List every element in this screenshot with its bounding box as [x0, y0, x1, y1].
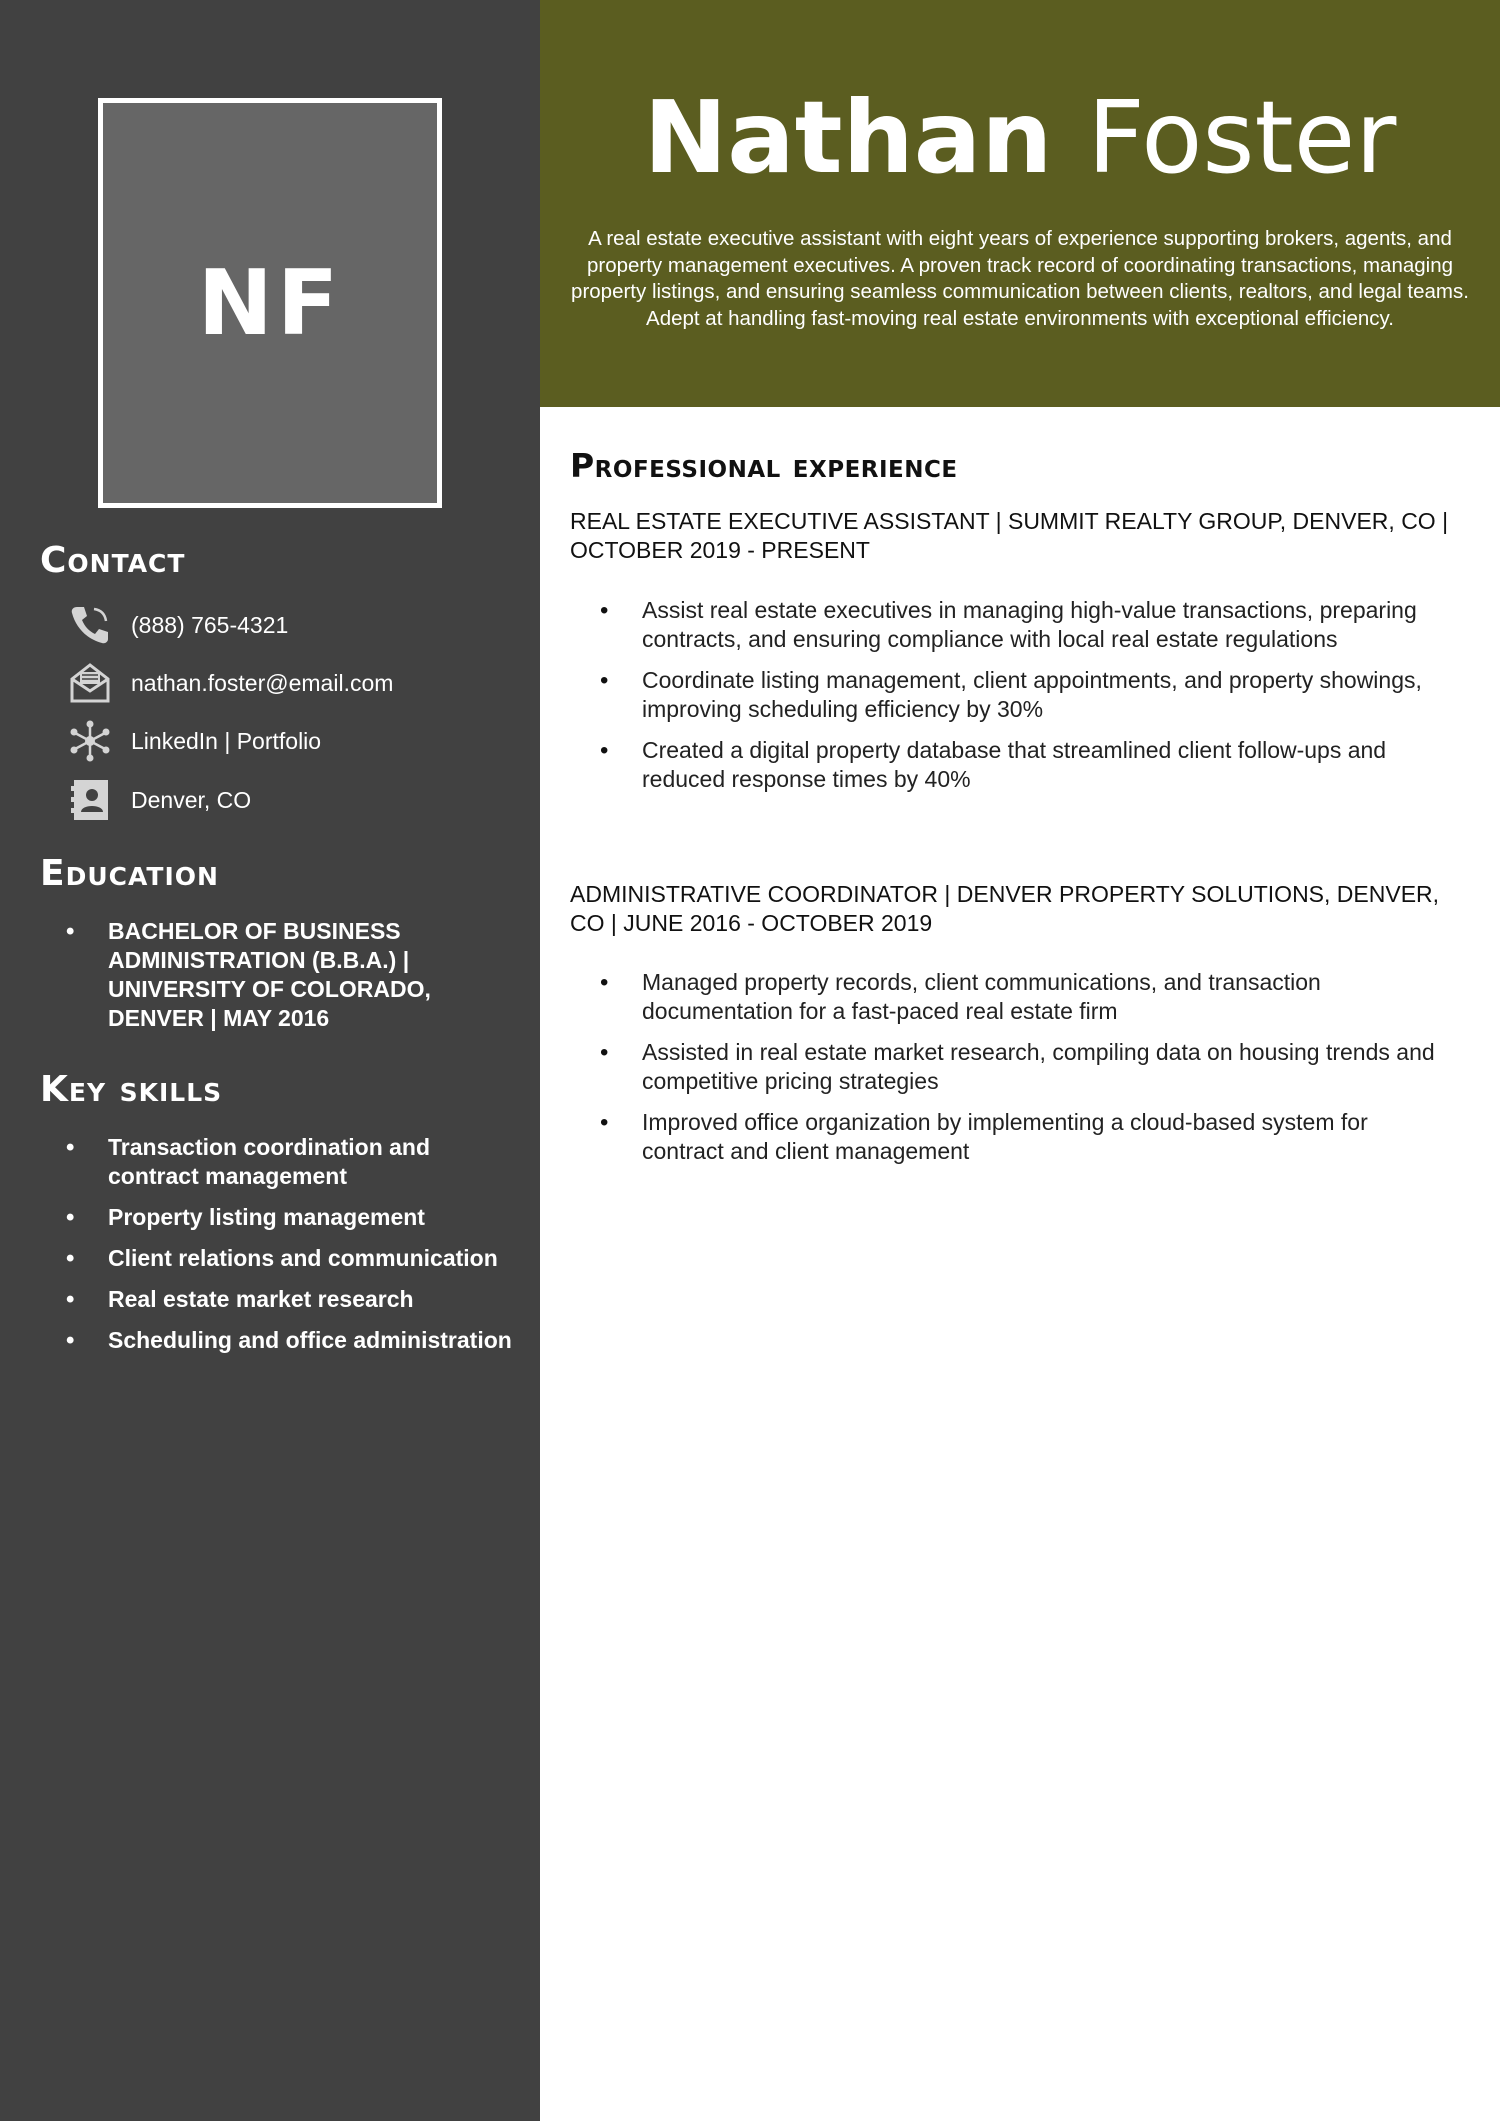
- monogram-box: [98, 98, 442, 508]
- job-title: ADMINISTRATIVE COORDINATOR | DENVER PROPERTY SOLUTIONS, DENVER, CO | JUNE 2016 - OCTOBER 2019: [570, 881, 1440, 936]
- job-bullet: • Managed property records, client communications, and transaction documentation for a fast-paced real estate firm: [600, 968, 1440, 1026]
- links-text[interactable]: LinkedIn | Portfolio: [131, 727, 322, 754]
- full-name: [540, 78, 1500, 198]
- skill-item: • Real estate market research: [66, 1285, 516, 1314]
- job-bullet: • Improved office organization by implementing a cloud-based system for contract and client management: [600, 1108, 1440, 1166]
- education-heading: Education: [40, 853, 219, 894]
- job-bullets: [600, 596, 1440, 806]
- skill-item: • Client relations and communication: [66, 1244, 516, 1273]
- last-name: Foster: [1087, 79, 1397, 196]
- job-title: REAL ESTATE EXECUTIVE ASSISTANT | SUMMIT REALTY GROUP, DENVER, CO | OCTOBER 2019 - PRESENT: [570, 508, 1449, 563]
- sidebar: [0, 0, 540, 2121]
- job-bullet: • Created a digital property database that streamlined client follow-ups and reduced response times by 40%: [600, 736, 1440, 794]
- skill-item: • Property listing management: [66, 1203, 516, 1232]
- job-bullets: [600, 968, 1440, 1178]
- contact-card-icon: [66, 777, 114, 823]
- contact-links[interactable]: [66, 718, 321, 764]
- experience-heading: Professional experience: [570, 446, 958, 485]
- job-bullet: • Assist real estate executives in managing high-value transactions, preparing contracts, and ensuring compliance with local real estate regulations: [600, 596, 1440, 654]
- skill-item: • Transaction coordination and contract management: [66, 1133, 516, 1191]
- job-bullet: • Assisted in real estate market research, compiling data on housing trends and competitive pricing strategies: [600, 1038, 1440, 1096]
- phone-icon: [66, 602, 114, 648]
- education-list: [66, 917, 516, 1045]
- network-icon: [66, 718, 114, 764]
- email-text[interactable]: nathan.foster@email.com: [131, 669, 394, 696]
- first-name: Nathan: [643, 79, 1053, 196]
- contact-heading: Contact: [40, 540, 186, 581]
- skill-item: • Scheduling and office administration: [66, 1326, 516, 1355]
- contact-email[interactable]: [66, 660, 393, 706]
- skills-heading: Key skills: [40, 1069, 223, 1110]
- job-bullet: • Coordinate listing management, client appointments, and property showings, improving scheduling efficiency by 30%: [600, 666, 1440, 724]
- skills-list: [66, 1133, 516, 1367]
- header-banner: [540, 0, 1500, 407]
- contact-phone: [66, 602, 288, 648]
- phone-text: (888) 765-4321: [131, 611, 289, 638]
- summary-text: A real estate executive assistant with eight years of experience supporting brokers, agents, and property management executives. A proven track record of coordinating transactions, managing property listings, and ensuring seamless communication between clients, realtors, and legal teams. Adept at handling fast-moving real estate environments with exceptional efficiency.: [571, 227, 1469, 330]
- email-icon: [66, 660, 114, 706]
- location-text: Denver, CO: [131, 786, 252, 813]
- monogram-initials: NF: [197, 250, 343, 356]
- education-item: • BACHELOR OF BUSINESS ADMINISTRATION (B.B.A.) | UNIVERSITY OF COLORADO, DENVER | MAY 2016: [66, 917, 516, 1033]
- contact-location: [66, 777, 251, 823]
